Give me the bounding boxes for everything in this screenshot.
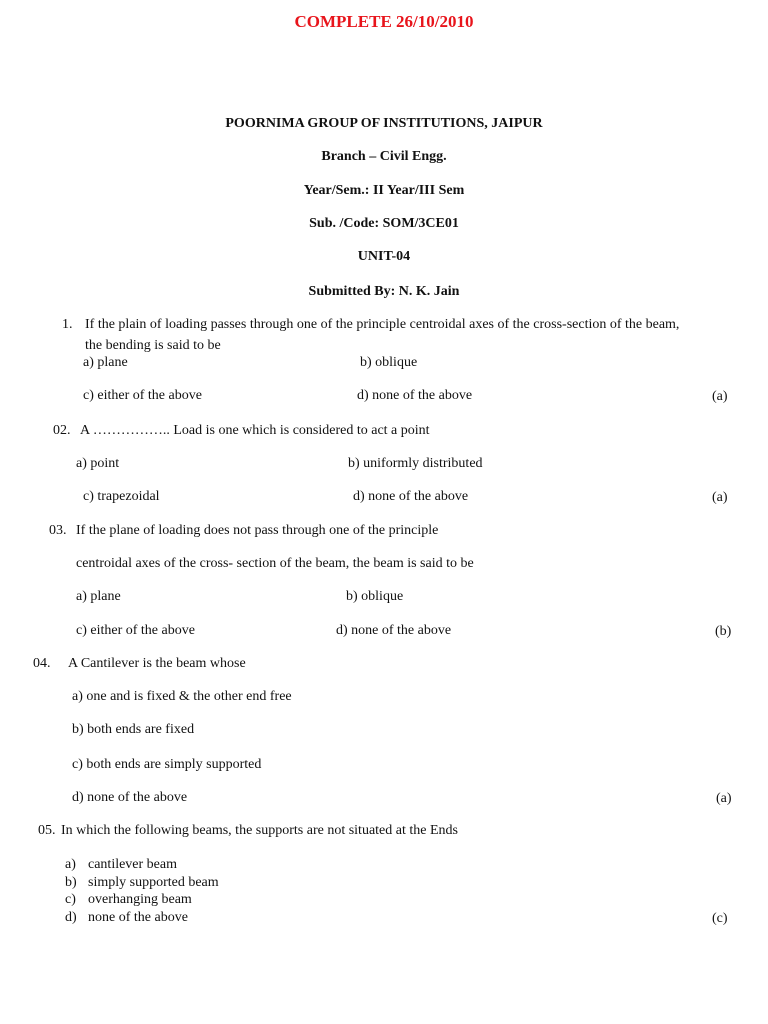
status-header: COMPLETE 26/10/2010	[294, 12, 474, 31]
option-c: c) both ends are simply supported	[72, 757, 262, 772]
option-b: simply supported beam	[88, 875, 219, 890]
option-c: c) trapezoidal	[83, 489, 160, 504]
answer-key: (a)	[712, 490, 728, 505]
option-d: d) none of the above	[72, 790, 188, 805]
option-a: a) one and is fixed & the other end free	[72, 689, 292, 704]
option-a: a) point	[76, 456, 120, 471]
option-b: b) both ends are fixed	[72, 722, 195, 737]
option-letter: c)	[65, 892, 76, 907]
question-number: 1.	[62, 317, 73, 332]
option-d: d) none of the above	[353, 489, 469, 504]
institution-name: POORNIMA GROUP OF INSTITUTIONS, JAIPUR	[225, 116, 543, 131]
option-c: c) either of the above	[76, 623, 195, 638]
answer-key: (a)	[712, 389, 728, 404]
option-b: b) oblique	[346, 589, 404, 604]
question-number: 05.	[38, 823, 56, 838]
year-sem: Year/Sem.: II Year/III Sem	[303, 183, 465, 198]
question-text: A Cantilever is the beam whose	[68, 656, 246, 671]
question-text: the bending is said to be	[85, 338, 221, 353]
question-number: 02.	[53, 423, 71, 438]
subject-code: Sub. /Code: SOM/3CE01	[309, 216, 459, 231]
answer-key: (b)	[715, 624, 732, 639]
question-text: A …………….. Load is one which is considered to act a point	[80, 423, 430, 438]
question-text: In which the following beams, the supports are not situated at the Ends	[61, 823, 458, 838]
question-text: If the plane of loading does not pass through one of the principle	[76, 523, 439, 538]
option-d: d) none of the above	[336, 623, 452, 638]
option-d: d) none of the above	[357, 388, 473, 403]
submitted-by: Submitted By: N. K. Jain	[308, 284, 460, 299]
question-number: 03.	[49, 523, 67, 538]
answer-key: (c)	[712, 911, 728, 926]
question-text: centroidal axes of the cross- section of the beam, the beam is said to be	[76, 556, 474, 571]
option-b: b) uniformly distributed	[348, 456, 483, 471]
option-c: c) either of the above	[83, 388, 202, 403]
option-c: overhanging beam	[88, 892, 192, 907]
branch: Branch – Civil Engg.	[321, 149, 447, 164]
option-a: a) plane	[83, 355, 128, 370]
option-a: a) plane	[76, 589, 121, 604]
option-letter: a)	[65, 857, 76, 872]
question-text: If the plain of loading passes through one of the principle centroidal axes of the cross-section of the beam,	[85, 317, 680, 332]
option-letter: d)	[65, 910, 77, 925]
unit-label: UNIT-04	[357, 249, 411, 264]
question-number: 04.	[33, 656, 51, 671]
option-b: b) oblique	[360, 355, 418, 370]
option-a: cantilever beam	[88, 857, 178, 872]
answer-key: (a)	[716, 791, 732, 806]
option-letter: b)	[65, 875, 77, 890]
option-d: none of the above	[88, 910, 188, 925]
